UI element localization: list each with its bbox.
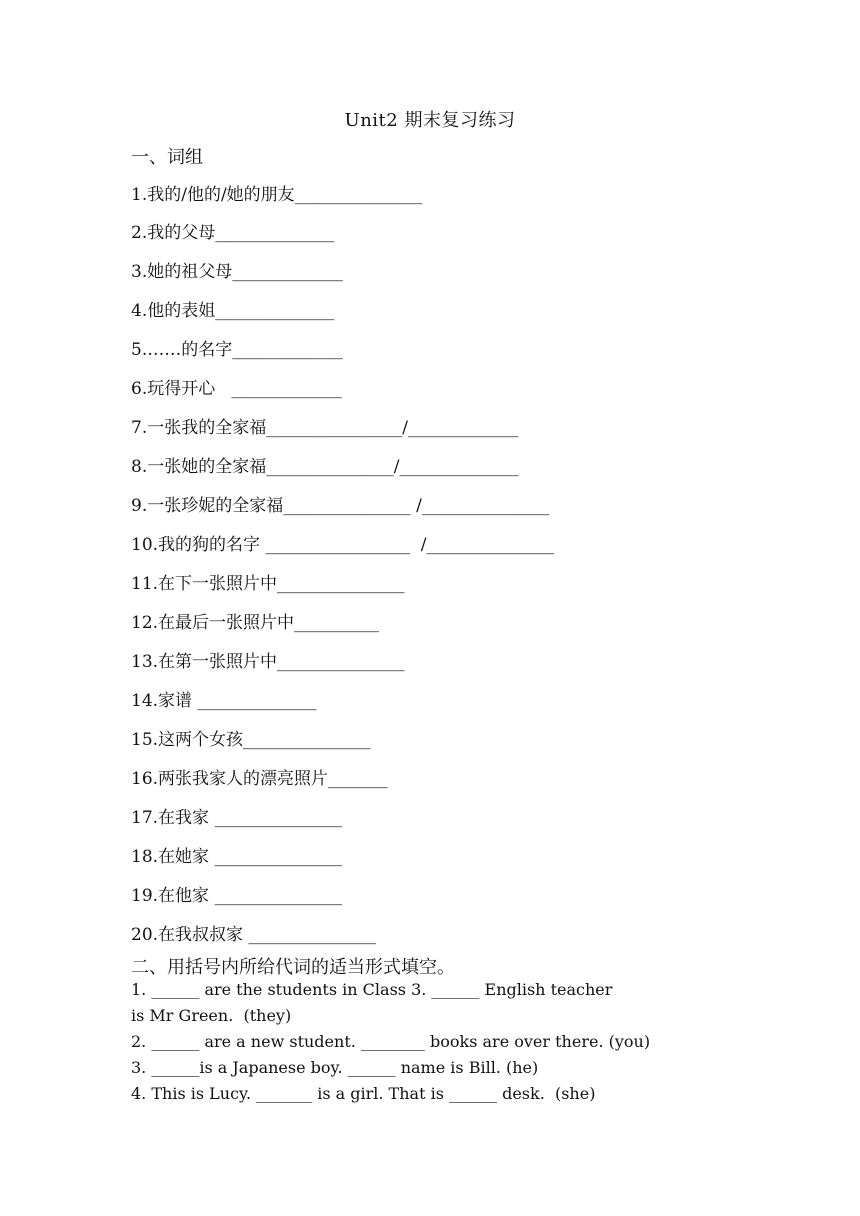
phrase-item: 11.在下一张照片中_______________ bbox=[131, 574, 405, 594]
phrase-item: 8.一张她的全家福_______________/______________ bbox=[131, 457, 519, 477]
phrase-item: 13.在第一张照片中_______________ bbox=[131, 652, 405, 672]
phrase-item: 1.我的/他的/她的朋友_______________ bbox=[131, 185, 423, 205]
phrase-item: 7.一张我的全家福________________/_____________ bbox=[131, 418, 519, 438]
phrase-item: 15.这两个女孩_______________ bbox=[131, 730, 371, 750]
exercise-line: 1. ______ are the students in Class 3. ______ English teacher bbox=[131, 980, 613, 999]
page-title: Unit2 期末复习练习 bbox=[344, 110, 516, 131]
phrase-item: 19.在他家 _______________ bbox=[131, 886, 342, 906]
exercise-line: 4. This is Lucy. _______ is a girl. That is ______ desk. (she) bbox=[131, 1084, 596, 1103]
phrase-item: 6.玩得开心 _____________ bbox=[131, 379, 342, 399]
phrase-item: 16.两张我家人的漂亮照片_______ bbox=[131, 769, 388, 789]
phrase-item: 20.在我叔叔家 _______________ bbox=[131, 925, 376, 945]
exercise-line: 2. ______ are a new student. ________ books are over there. (you) bbox=[131, 1032, 651, 1051]
section-2-heading: 二、用括号内所给代词的适当形式填空。 bbox=[131, 957, 455, 978]
phrase-item: 12.在最后一张照片中__________ bbox=[131, 613, 380, 633]
phrase-item: 18.在她家 _______________ bbox=[131, 847, 342, 867]
phrase-item: 9.一张珍妮的全家福_______________ /_______________ bbox=[131, 496, 550, 516]
phrase-item: 10.我的狗的名字 _________________ /_______________ bbox=[131, 535, 554, 555]
phrase-item: 2.我的父母______________ bbox=[131, 223, 335, 243]
exercise-line: 3. ______is a Japanese boy. ______ name is Bill. (he) bbox=[131, 1058, 539, 1077]
exercise-line: is Mr Green. (they) bbox=[131, 1006, 292, 1025]
phrase-item: 14.家谱 ______________ bbox=[131, 691, 317, 711]
phrase-item: 3.她的祖父母_____________ bbox=[131, 262, 343, 282]
section-1-heading: 一、词组 bbox=[131, 147, 203, 168]
phrase-item: 17.在我家 _______________ bbox=[131, 808, 342, 828]
phrase-item: 5.……的名字_____________ bbox=[131, 340, 343, 360]
phrase-item: 4.他的表姐______________ bbox=[131, 301, 335, 321]
